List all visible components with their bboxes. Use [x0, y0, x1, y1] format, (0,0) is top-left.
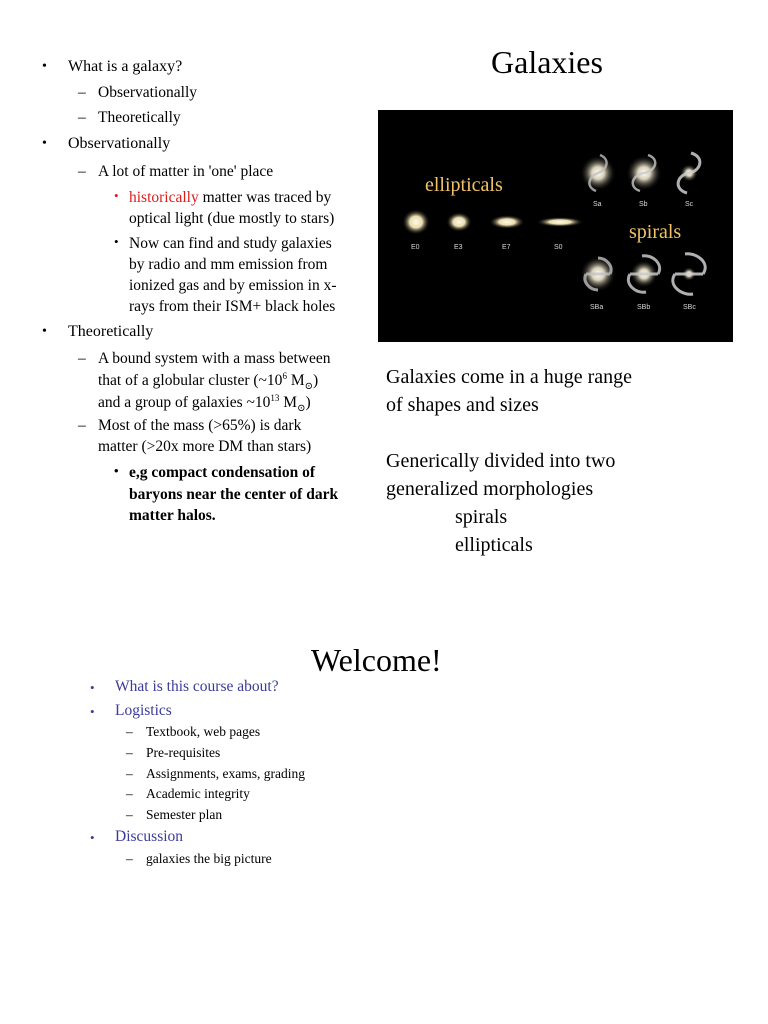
sun-symbol: ⊙ — [304, 381, 313, 393]
slide-title: Galaxies — [491, 44, 603, 80]
subsub-compact-l2: baryons near the center of dark — [129, 486, 339, 503]
label-e0: E0 — [411, 244, 420, 251]
sub-assignments: Assignments, exams, grading — [146, 766, 305, 781]
dash-glyph: – — [126, 851, 133, 866]
galaxy-sc — [678, 153, 700, 193]
subsub-historically: historically matter was traced by — [129, 189, 332, 206]
label-e7: E7 — [502, 244, 511, 251]
bullet-glyph: • — [90, 704, 95, 719]
bullet-what-is-galaxy: What is a galaxy? — [68, 58, 183, 75]
bullet-observationally: Observationally — [68, 135, 171, 152]
galaxy-e0 — [402, 209, 430, 235]
label-spirals: spirals — [629, 221, 682, 243]
subsub-compact-l1: e,g compact condensation of — [129, 464, 315, 481]
label-s0: S0 — [554, 244, 563, 251]
text-huge-range-l1: Galaxies come in a huge range — [386, 366, 633, 388]
bullet-discussion: Discussion — [115, 828, 184, 845]
galaxy-e3 — [446, 212, 472, 232]
sub-bound-system-l3: and a group of galaxies $\sim 10^{13}$ $M_⊙$) — [98, 392, 311, 415]
subsub-historically-line2: optical light (due mostly to stars) — [129, 210, 335, 227]
sub-dark-matter-l1: Most of the mass (>65%) is dark — [98, 417, 302, 434]
text-divided-l2: generalized morphologies — [386, 478, 594, 500]
bullet-course-about: What is this course about? — [115, 678, 279, 695]
galaxy-sb — [626, 155, 662, 191]
bullet-glyph: • — [42, 59, 47, 74]
galaxy-s0 — [536, 217, 584, 227]
sub-big-picture: galaxies the big picture — [146, 851, 272, 866]
subsub-compact-l3: matter halos. — [129, 507, 216, 524]
label-ellipticals: ellipticals — [425, 174, 503, 196]
dash-glyph: – — [78, 350, 86, 367]
galaxy-e7 — [489, 215, 525, 229]
bullet-logistics: Logistics — [115, 702, 172, 719]
subsub-now-can-find-l4: rays from their ISM+ black holes — [129, 298, 336, 315]
text-huge-range-l2: of shapes and sizes — [386, 394, 539, 416]
subsub-now-can-find-l3: ionized gas and by emission in x- — [129, 277, 337, 294]
galaxy-sba — [580, 256, 616, 292]
bullet-theoretically: Theoretically — [68, 323, 154, 340]
dash-glyph: – — [126, 766, 133, 781]
text-spirals: spirals — [455, 506, 508, 528]
label-sc: Sc — [685, 201, 694, 208]
subsub-now-can-find-l1: Now can find and study galaxies — [129, 235, 332, 252]
bullet-glyph: • — [114, 234, 119, 249]
galaxy-sa — [580, 155, 616, 191]
bullet-glyph: • — [90, 830, 95, 845]
dash-glyph: – — [126, 724, 133, 739]
sub-bound-system-l1: A bound system with a mass between — [98, 350, 331, 367]
dash-glyph: – — [78, 109, 86, 126]
subsub-now-can-find-l2: by radio and mm emission from — [129, 256, 328, 273]
sub-theoretically: Theoretically — [98, 109, 181, 126]
galaxy-sbc — [673, 254, 705, 295]
text-ellipticals: ellipticals — [455, 534, 533, 556]
sub-bound-system-l2: that of a globular cluster ($\sim 10^6$ $M_⊙$) — [98, 370, 319, 393]
text-divided-l1: Generically divided into two — [386, 450, 616, 472]
galaxy-sbb — [628, 256, 659, 293]
dash-glyph: – — [78, 84, 86, 101]
galaxy-morphology-image — [378, 110, 733, 342]
sub-observationally: Observationally — [98, 84, 198, 101]
label-sa: Sa — [593, 201, 602, 208]
bullet-glyph: • — [90, 680, 95, 695]
bullet-glyph: • — [42, 136, 47, 151]
dash-glyph: – — [78, 417, 86, 434]
dash-glyph: – — [126, 786, 133, 801]
label-sb: Sb — [639, 201, 648, 208]
label-sbc: SBc — [683, 304, 696, 311]
bullet-glyph: • — [114, 463, 119, 478]
label-sbb: SBb — [637, 304, 651, 311]
bullet-glyph: • — [114, 188, 119, 203]
sub-academic-integrity: Academic integrity — [146, 786, 250, 801]
bullet-glyph: • — [42, 324, 47, 339]
sub-semester-plan: Semester plan — [146, 807, 223, 822]
dash-glyph: – — [126, 807, 133, 822]
sub-lot-of-matter: A lot of matter in 'one' place — [98, 163, 274, 180]
sub-textbook: Textbook, web pages — [146, 724, 261, 739]
highlight-historically: historically — [129, 189, 199, 206]
label-e3: E3 — [454, 244, 463, 251]
sun-symbol: ⊙ — [297, 403, 306, 415]
slide-title: Welcome! — [311, 642, 442, 678]
label-sba: SBa — [590, 304, 604, 311]
dash-glyph: – — [78, 163, 86, 180]
sub-prerequisites: Pre-requisites — [146, 745, 221, 760]
sub-dark-matter-l2: matter (>20x more DM than stars) — [98, 438, 312, 455]
dash-glyph: – — [126, 745, 133, 760]
